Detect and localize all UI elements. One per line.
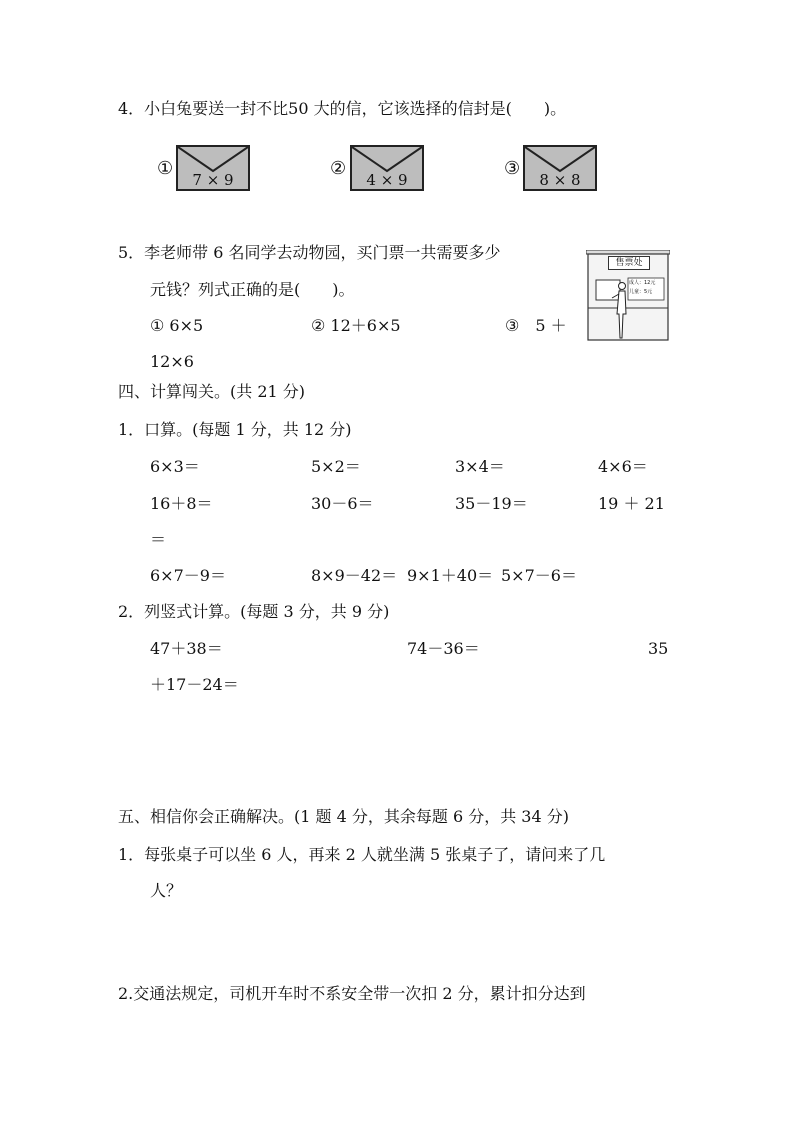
envelope-1-expression: 7 × 9 <box>192 171 234 189</box>
question-5-option-3-continued: 12×6 <box>150 352 194 371</box>
section-5-question-1-line-2: 人？ <box>150 881 183 900</box>
oral-calc-10: 8×9－42＝ <box>311 566 398 585</box>
question-4-text: 4．小白兔要送一封不比50 大的信，它该选择的信封是( )。 <box>118 99 567 118</box>
vertical-calc-3: 35 <box>648 639 669 658</box>
vertical-calc-3-continued: ＋17－24＝ <box>150 675 239 694</box>
envelope-2-icon[interactable] <box>350 145 424 191</box>
question-5-line-2: 元钱？列式正确的是( )。 <box>150 280 355 299</box>
oral-calc-5: 16＋8＝ <box>150 494 213 513</box>
ticket-price-child: 儿童：5元 <box>629 289 653 295</box>
vertical-calc-2: 74－36＝ <box>407 639 480 658</box>
section-5-title: 五、相信你会正确解决。(1 题 4 分，其余每题 6 分，共 34 分) <box>118 807 569 826</box>
section-4-title: 四、计算闯关。(共 21 分) <box>118 382 306 401</box>
section-5-question-2-line-1: 2.交通法规定，司机开车时不系安全带一次扣 2 分，累计扣分达到 <box>118 984 586 1003</box>
section-5-question-1-line-1: 1．每张桌子可以坐 6 人，再来 2 人就坐满 5 张桌子了，请问来了几 <box>118 845 606 864</box>
question-5-line-1: 5．李老师带 6 名同学去动物园，买门票一共需要多少 <box>118 243 501 262</box>
oral-calc-3: 3×4＝ <box>455 457 505 476</box>
section-4-subtitle-2: 2．列竖式计算。(每题 3 分，共 9 分) <box>118 602 390 621</box>
oral-calc-8: 19 ＋ 21 <box>598 494 665 513</box>
envelope-2-expression: 4 × 9 <box>366 171 408 189</box>
envelope-1-icon[interactable] <box>176 145 250 191</box>
oral-calc-9: 6×7－9＝ <box>150 566 226 585</box>
ticket-price-adult: 成人：12元 <box>629 280 656 286</box>
oral-calc-4: 4×6＝ <box>598 457 648 476</box>
option-3-marker: ③ <box>504 158 521 179</box>
question-5-option-1: ① 6×5 <box>150 316 204 335</box>
option-2-marker: ② <box>330 158 347 179</box>
option-1-marker: ① <box>157 158 174 179</box>
section-4-subtitle-1: 1．口算。(每题 1 分，共 12 分) <box>118 420 352 439</box>
oral-calc-2: 5×2＝ <box>311 457 361 476</box>
envelope-3-expression: 8 × 8 <box>539 171 581 189</box>
question-5-option-3: ③ 5 ＋ <box>505 316 567 335</box>
oral-calc-12: 5×7－6＝ <box>501 566 577 585</box>
oral-calc-1: 6×3＝ <box>150 457 200 476</box>
ticket-booth-illustration <box>586 250 670 342</box>
vertical-calc-1: 47＋38＝ <box>150 639 223 658</box>
question-5-option-2: ② 12＋6×5 <box>311 316 401 335</box>
envelope-3-icon[interactable] <box>523 145 597 191</box>
oral-calc-6: 30－6＝ <box>311 494 374 513</box>
oral-calc-7: 35－19＝ <box>455 494 528 513</box>
ticket-booth-sign: 售票处 <box>608 256 650 270</box>
oral-calc-8-continued: ＝ <box>150 530 167 549</box>
oral-calc-11: 9×1＋40＝ <box>407 566 494 585</box>
